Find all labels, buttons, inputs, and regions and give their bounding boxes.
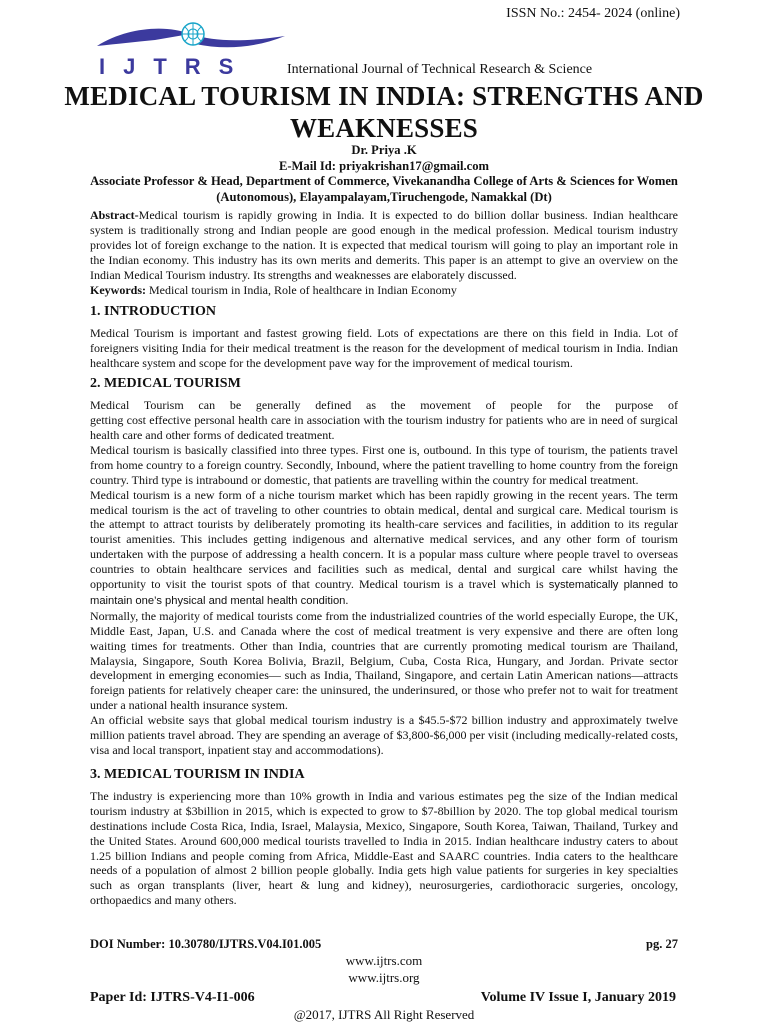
paper-body — [90, 208, 678, 908]
medical-tourism-niche — [90, 488, 678, 609]
keywords-label: Keywords: — [90, 282, 146, 297]
issn-label: ISSN No.: 2454- 2024 (online) — [506, 6, 680, 21]
introduction-paragraph: Medical Tourism is important and fastest growing field. Lots of expectations are there on this field in India. Lot of foreigners visiting India for their medical treatment is the reason for the development of medical tourism in India. Indian healthcare system and scope for the development pave way for the improvement of medical tourism. — [90, 326, 678, 371]
medical-tourism-niche-text: Medical tourism is a new form of a niche tourism market which has been rapidly growing in the recent years. The term medical tourism is the act of traveling to other countries to obtain medical, dental and surgical care. Medical tourism is the attempt to attract tourists by deliberately promoting its health-care services and facilities, in addition to its regular tourist amenities. This includes getting indigenous and alternative medical services, and any other form of tourism undertaken with the purpose of addressing a health concern. It is a popular mass culture where people travel to overseas countries to obtain healthcare services and facilities such as medical, dental and surgical care whilst having the opportunity to visit the tourist spots of that country. Medical tourism is a travel which is — [90, 487, 678, 592]
author-block — [80, 143, 688, 205]
keywords — [90, 283, 678, 298]
medical-tourism-types: Medical tourism is basically classified into three types. First one is, outbound. In this type of tourism, the patients travel from home country to a foreign country. Secondly, Inbound, where the patient travelling to home country from the foreign country. Third type is intrabound or domestic, that patients are travelling within the country for medical treatment. — [90, 442, 678, 487]
medical-tourism-niche-end: . — [345, 592, 349, 607]
section-heading-medical-tourism: 2. MEDICAL TOURISM — [90, 376, 241, 392]
paper-title: MEDICAL TOURISM IN INDIA: STRENGTHS AND WEAKNESSES — [64, 81, 704, 143]
author-affiliation: Associate Professor & Head, Department of Commerce, Vivekanandha College of Arts & Sciences for Women (Autonomous), Elayampalayam,Tiruchengode, Namakkal (Dt) — [90, 174, 678, 204]
medical-tourism-website: An official website says that global medical tourism industry is a $45.5-$72 billion industry and approximately twelve million patients travel abroad. They are spending an average of $3,800-$6,000 per visit (including medically-related costs, visa and local transport, inpatient stay and accommodations). — [90, 713, 678, 757]
ijtrs-logo — [95, 20, 295, 78]
journal-name: International Journal of Technical Research & Science — [287, 62, 593, 77]
paper-id: Paper Id: IJTRS-V4-I1-006 — [90, 990, 255, 1005]
volume-issue: Volume IV Issue I, January 2019 — [480, 990, 676, 1005]
page-number: pg. 27 — [646, 937, 678, 951]
abstract-label: Abstract- — [90, 208, 139, 222]
doi-number: DOI Number: 10.30780/IJTRS.V04.I01.005 — [90, 937, 322, 951]
copyright: @2017, IJTRS All Right Reserved — [293, 1007, 475, 1022]
section-heading-introduction: 1. INTRODUCTION — [90, 304, 217, 320]
medical-tourism-definition-line1: Medical Tourism can be generally defined as the movement of people for the purpose of — [90, 398, 678, 413]
abstract-text: Medical tourism is rapidly growing in India. It is expected to do billion dollar business. Indian healthcare system is traditionally strong and Indian people are good enough in the medical profession. Medical tourism industry provides lot of foreign exchange to the nation. It is expected that medical tourism will going to play an important role in the Indian economy. This industry has its own merits and demerits. This paper is an attempt to give an overview on the Indian Medical Tourism industry. Its strengths and weaknesses are elaborately discussed. — [90, 208, 678, 282]
medical-tourism-india-paragraph: The industry is experiencing more than 10% growth in India and various estimates peg the size of the Indian medical tourism industry at $3billion in 2015, which is expected to grow to $7-8billion by 2020. The top global medical tourism destinations include Costa Rica, India, Israel, Malaysia, Mexico, Singapore, South Korea, Taiwan, Thailand, Turkey and the United States. Around 600,000 medical tourists travelled to India in 2015. Indian healthcare industry caters to about 1.25 billion Indians and people coming from Africa, Middle-East and SAARC countries. India caters to the healthcare needs of a population of almost 2 billion people globally. India gets high value patients for surgeries in key specialties such as organ transplants (liver, heart & lung and kidney), neurosurgeries, cardiothoracic surgeries, oncology, orthopaedics and many others. — [90, 788, 678, 908]
medical-tourism-countries: Normally, the majority of medical tourists come from the industrialized countries of the world especially Europe, the UK, Middle East, Japan, U.S. and Canada where the cost of medical treatment is very expensive and there are often long waiting times for treatments. Other than India, countries that are currently promoting medical tourism are Thailand, Malaysia, Singapore, South Korea Bolivia, Brazil, Belgium, Cuba, Costa Rica, Hungary, and Jordan. Private sector development in emerging economies— such as India, Thailand, Singapore, and certain Latin American nations—attracts foreign patients for relatively cheaper care: the uninsured, the underinsured, or those who prefer not to wait for treatment under a national health insurance system. — [90, 608, 678, 713]
section-heading-medical-tourism-india: 3. MEDICAL TOURISM IN INDIA — [90, 766, 305, 782]
keywords-text: Medical tourism in India, Role of healthcare in Indian Economy — [146, 282, 457, 297]
website-link-com[interactable]: www.ijtrs.com — [345, 953, 423, 968]
author-email: E-Mail Id: priyakrishan17@gmail.com — [278, 158, 490, 173]
abstract — [90, 208, 678, 283]
logo-lettering: IJTRS — [99, 54, 252, 78]
medical-tourism-niche-highlight: systematically planned to maintain one’s physical and mental health condition — [90, 579, 678, 607]
medical-tourism-definition-rest: getting cost effective personal health care in association with the tourism industry for patients who are in need of surgical health care and other forms of dedicated treatment. — [90, 413, 678, 442]
author-name: Dr. Priya .K — [351, 143, 417, 157]
website-link-org[interactable]: www.ijtrs.org — [348, 970, 420, 985]
